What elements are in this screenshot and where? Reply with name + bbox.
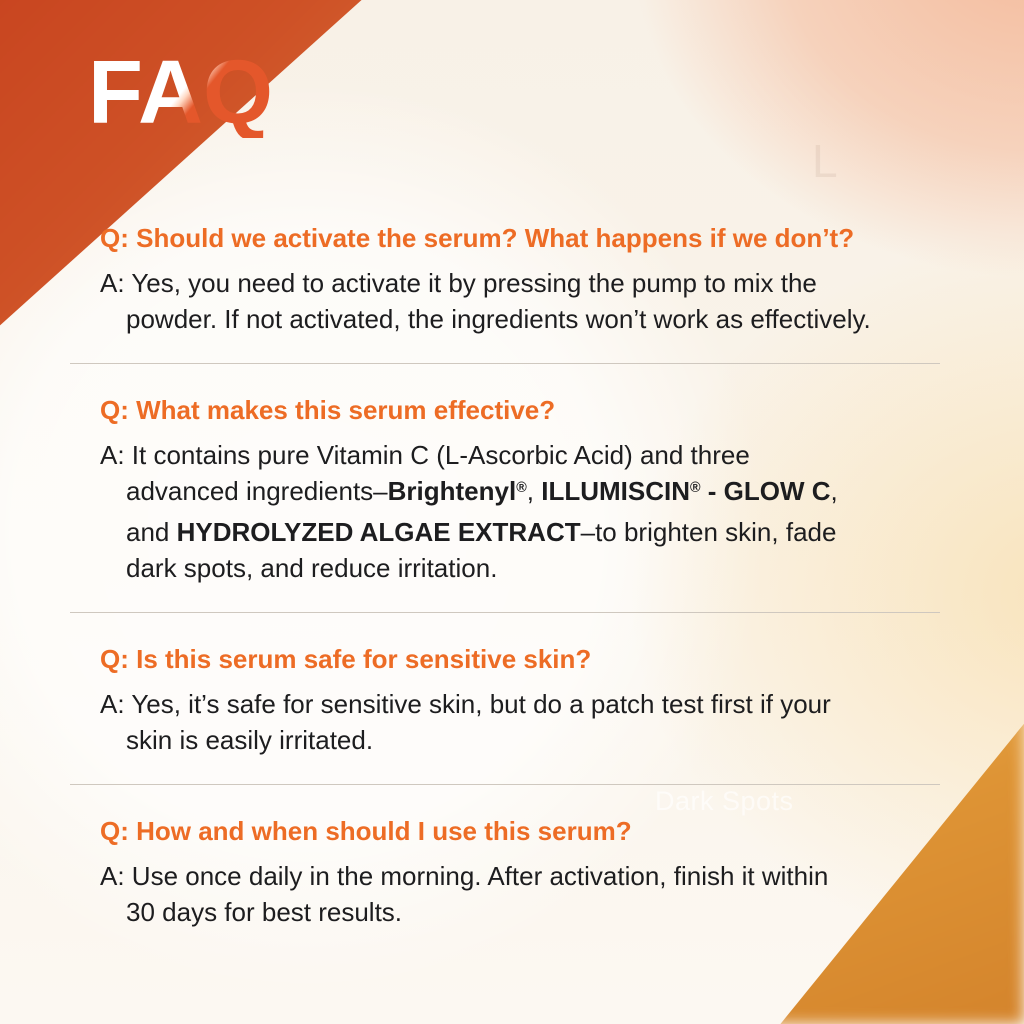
faq-item [100, 392, 962, 586]
section-divider [70, 784, 940, 785]
faq-question: Q: What makes this serum effective? [100, 395, 556, 425]
faq-answer [100, 858, 962, 930]
faq-answer [100, 437, 962, 586]
answer-text: , [830, 476, 838, 506]
faq-item [100, 813, 962, 930]
answer-text: advanced ingredients– [126, 476, 388, 506]
answer-highlight: ® [516, 480, 527, 497]
answer-text: , [526, 476, 542, 506]
faq-item [100, 641, 962, 758]
faint-ghost-glyph: L [812, 135, 838, 187]
answer-text: –to brighten skin, fade [580, 517, 837, 547]
answer-highlight: ® [689, 480, 701, 497]
faq-question: Q: Is this serum safe for sensitive skin? [100, 644, 592, 674]
answer-text: A: It contains pure Vitamin C (L-Ascorbic Acid) and three [100, 440, 750, 470]
answer-text: dark spots, and reduce irritation. [126, 553, 498, 583]
section-divider [70, 363, 940, 364]
dark-spots-watermark: Dark Spots [655, 786, 794, 816]
answer-highlight: ILLUMISCIN [541, 476, 690, 506]
faq-question: Q: How and when should I use this serum? [100, 816, 632, 846]
answer-text: A: Yes, it’s safe for sensitive skin, but do a patch test first if your [100, 689, 831, 719]
answer-text: A: Yes, you need to activate it by pressing the pump to mix the [100, 268, 817, 298]
faq-section-list [100, 212, 962, 930]
faq-item [100, 220, 962, 337]
faq-question: Q: Should we activate the serum? What happens if we don’t? [100, 223, 855, 253]
answer-text: skin is easily irritated. [126, 725, 374, 755]
answer-text: and [126, 517, 177, 547]
answer-text: powder. If not activated, the ingredients won’t work as effectively. [126, 304, 871, 334]
faq-answer [100, 265, 962, 337]
answer-highlight: Brightenyl [387, 476, 517, 506]
answer-text: A: Use once daily in the morning. After activation, finish it within [100, 861, 829, 891]
answer-highlight: HYDROLYZED ALGAE EXTRACT [176, 517, 581, 547]
answer-text: 30 days for best results. [126, 897, 403, 927]
section-divider [70, 612, 940, 613]
page-title: FAQ [88, 43, 274, 143]
answer-highlight: - GLOW C [700, 476, 831, 506]
faq-answer [100, 686, 962, 758]
